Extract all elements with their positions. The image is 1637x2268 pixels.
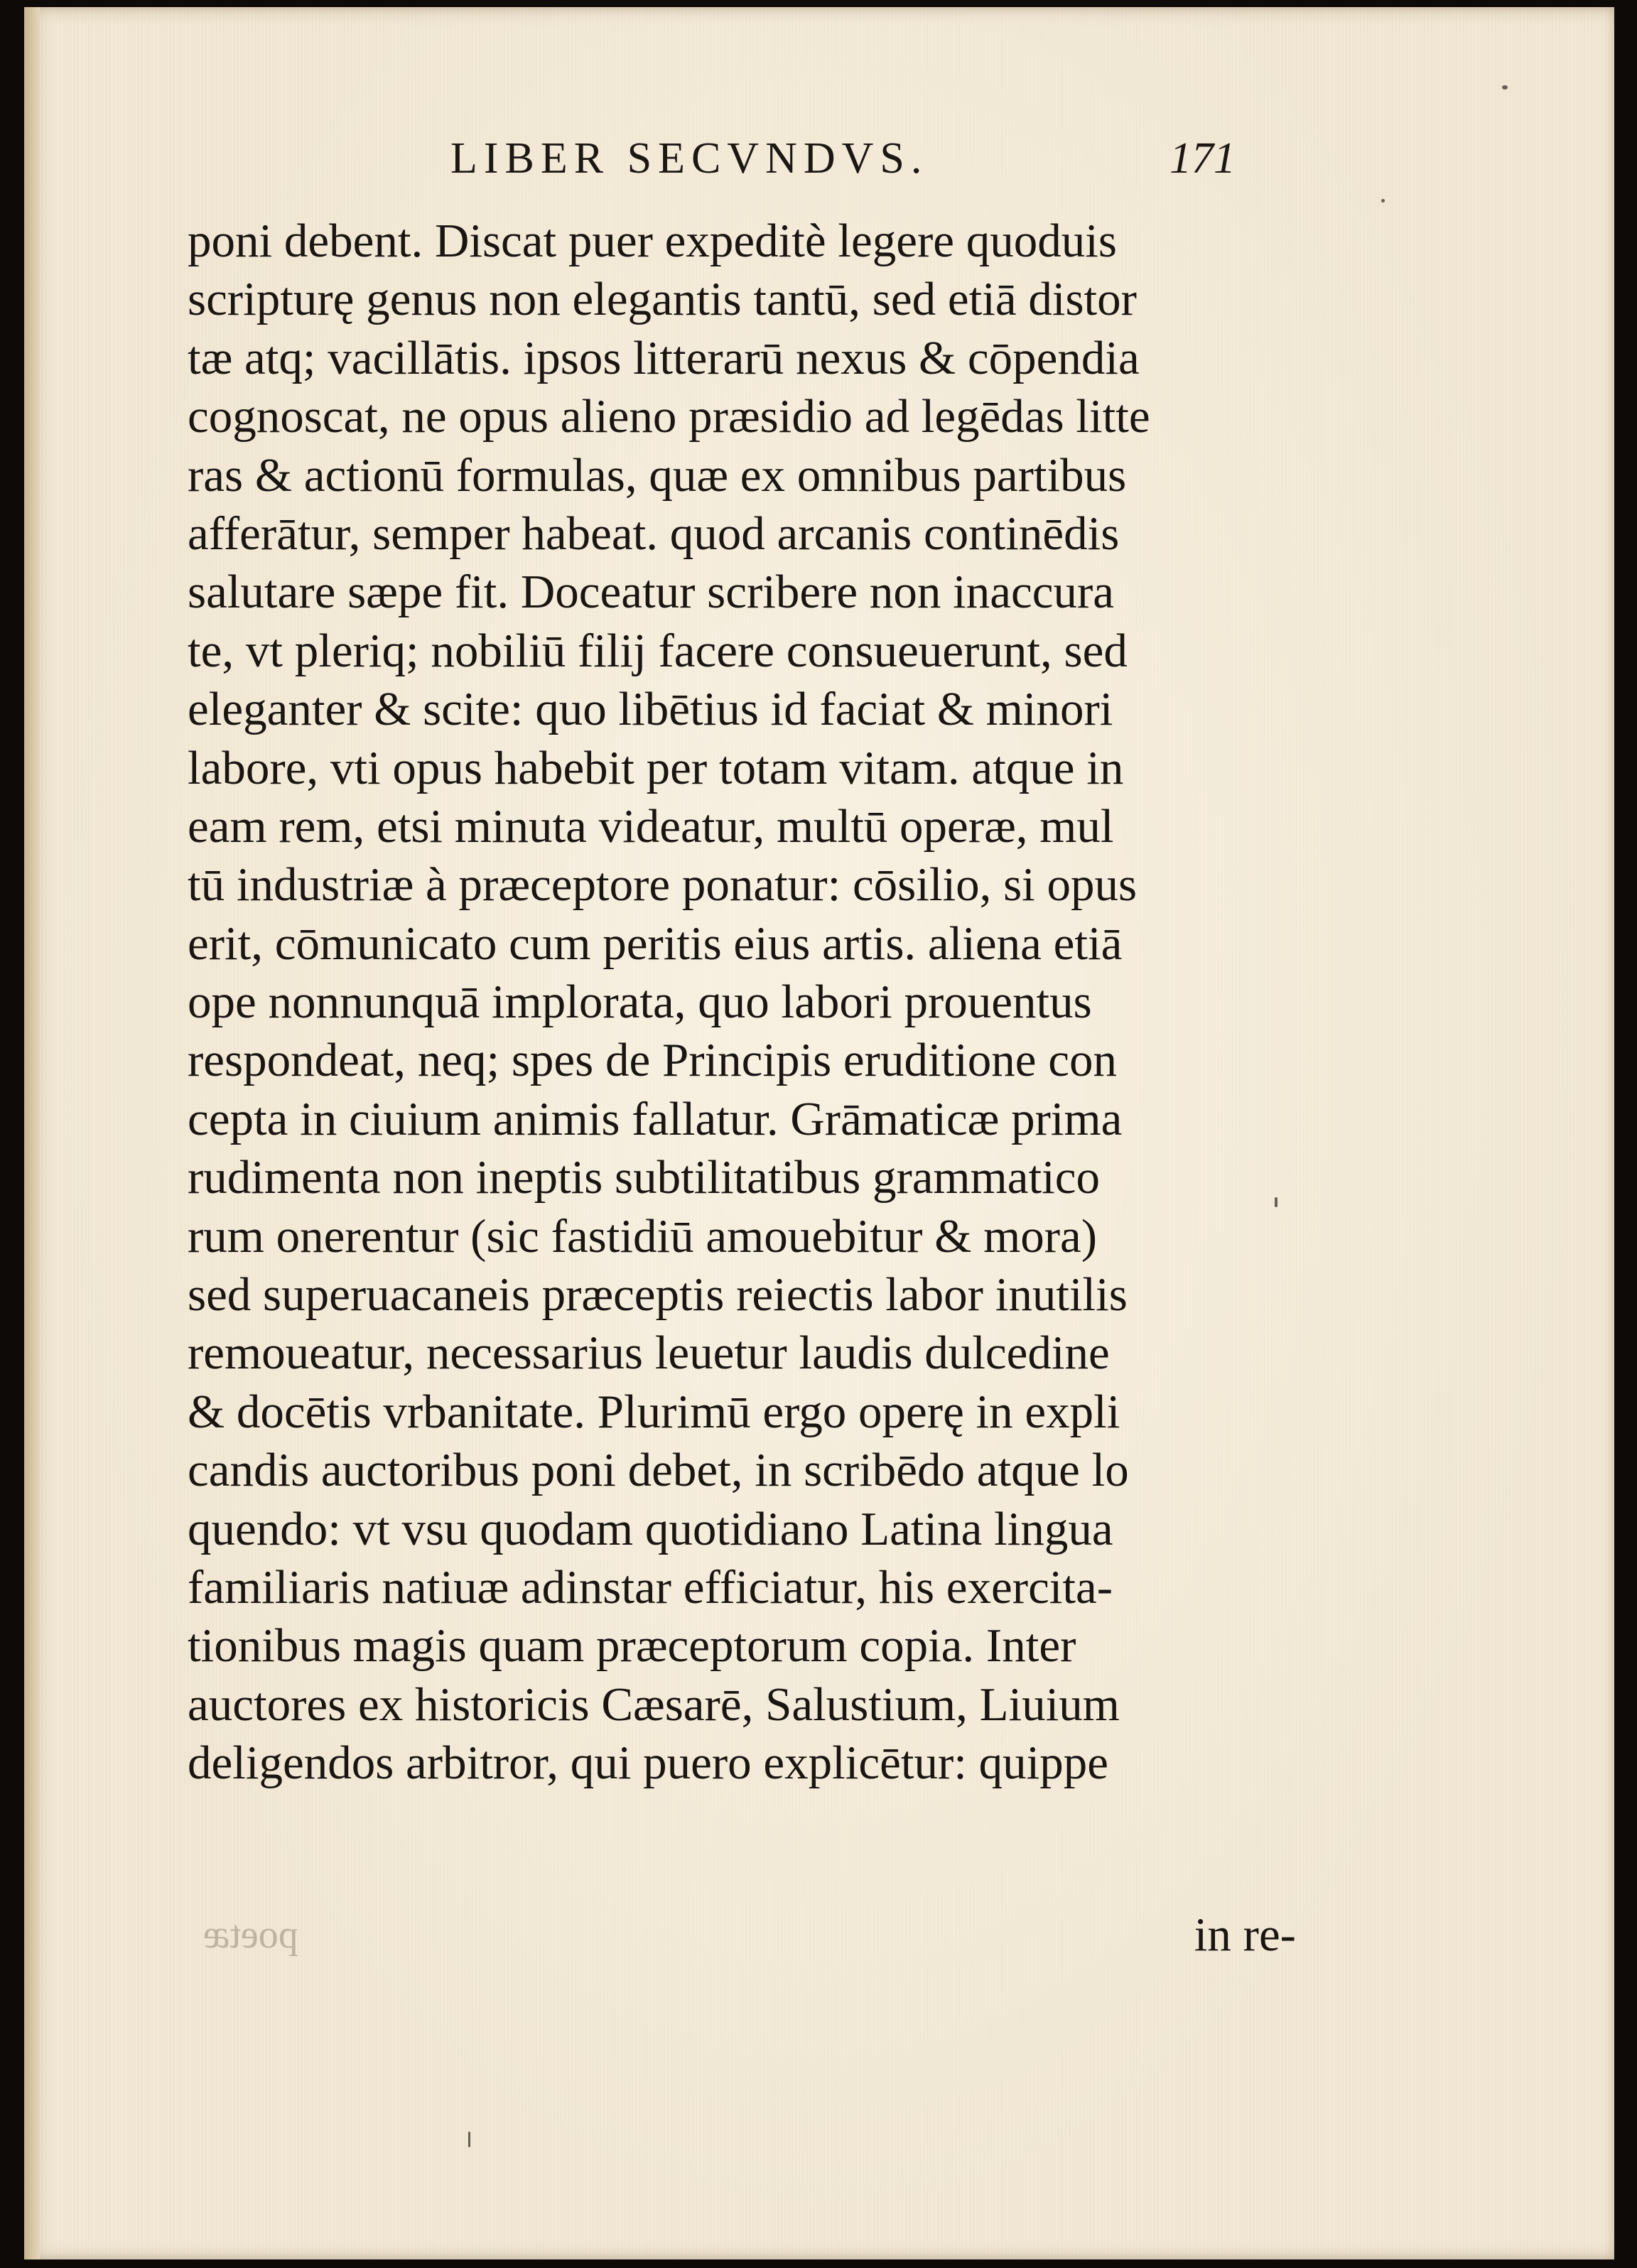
text-line: tionibus magis quam præceptorum copia. Inter (188, 1619, 1076, 1673)
ink-speck (1275, 1197, 1277, 1207)
text-line: rum onerentur (sic fastidiū amouebitur & mora) (188, 1209, 1098, 1263)
body-text (188, 212, 1296, 1793)
text-line: eam rem, etsi minuta videatur, multū operæ, mul (188, 799, 1114, 853)
page-number: 171 (1169, 134, 1236, 183)
text-line: labore, vti opus habebit per totam vitam. atque in (188, 741, 1124, 794)
text-line: tæ atq; vacillātis. ipsos litterarū nexus & cōpendia (188, 331, 1140, 384)
text-line: poni debent. Discat puer expeditè legere quoduis (188, 215, 1117, 267)
text-line: cognoscat, ne opus alieno præsidio ad legēdas litte (188, 390, 1150, 443)
text-line: deligendos arbitror, qui puero explicētur: quippe (188, 1737, 1108, 1790)
text-line: te, vt pleriq; nobiliū filij facere consueuerunt, sed (188, 624, 1128, 677)
ink-speck (468, 2132, 470, 2147)
text-line: ras & actionū formulas, quæ ex omnibus partibus (188, 448, 1127, 502)
text-line: respondeat, neq; spes de Principis eruditione con (188, 1034, 1118, 1087)
text-line: scripturę genus non elegantis tantū, sed etiā distor (188, 273, 1137, 326)
book-page (24, 7, 1614, 2259)
text-line: tū industriæ à præceptore ponatur: cōsilio, si opus (188, 858, 1138, 912)
text-line: rudimenta non ineptis subtilitatibus grammatico (188, 1151, 1100, 1204)
text-line: afferātur, semper habeat. quod arcanis continēdis (188, 507, 1120, 560)
running-head-title: LIBER SECVNDVS. (450, 134, 929, 183)
text-line: & docētis vrbanitate. Plurimū ergo operę in expli (188, 1385, 1120, 1438)
ink-speck (1381, 199, 1385, 202)
running-head (24, 134, 1614, 198)
text-line: erit, cōmunicato cum peritis eius artis. aliena etiā (188, 917, 1123, 970)
text-line: ope nonnunquā implorata, quo labori prouentus (188, 976, 1092, 1029)
text-line: cepta in ciuium animis fallatur. Grāmaticæ prima (188, 1092, 1123, 1145)
text-line: familiaris natiuæ adinstar efficiatur, his exercita- (188, 1560, 1113, 1614)
text-line: eleganter & scite: quo libētius id faciat & minori (188, 683, 1113, 736)
ink-speck (1502, 85, 1508, 90)
show-through-text: poetæ (203, 1913, 298, 1957)
text-line: quendo: vt vsu quodam quotidiano Latina lingua (188, 1502, 1113, 1555)
text-line: sed superuacaneis præceptis reiectis labor inutilis (188, 1268, 1128, 1322)
catchword: in re- (1194, 1908, 1296, 1961)
text-line: remoueatur, necessarius leuetur laudis dulcedine (188, 1327, 1110, 1380)
gutter-edge (24, 7, 40, 2259)
text-line: auctores ex historicis Cæsarē, Salustium, Liuium (188, 1678, 1120, 1731)
text-line: candis auctoribus poni debet, in scribēdo atque lo (188, 1444, 1129, 1497)
text-line: salutare sæpe fit. Doceatur scribere non inaccura (188, 566, 1115, 619)
catchword-row (188, 1908, 1296, 1965)
